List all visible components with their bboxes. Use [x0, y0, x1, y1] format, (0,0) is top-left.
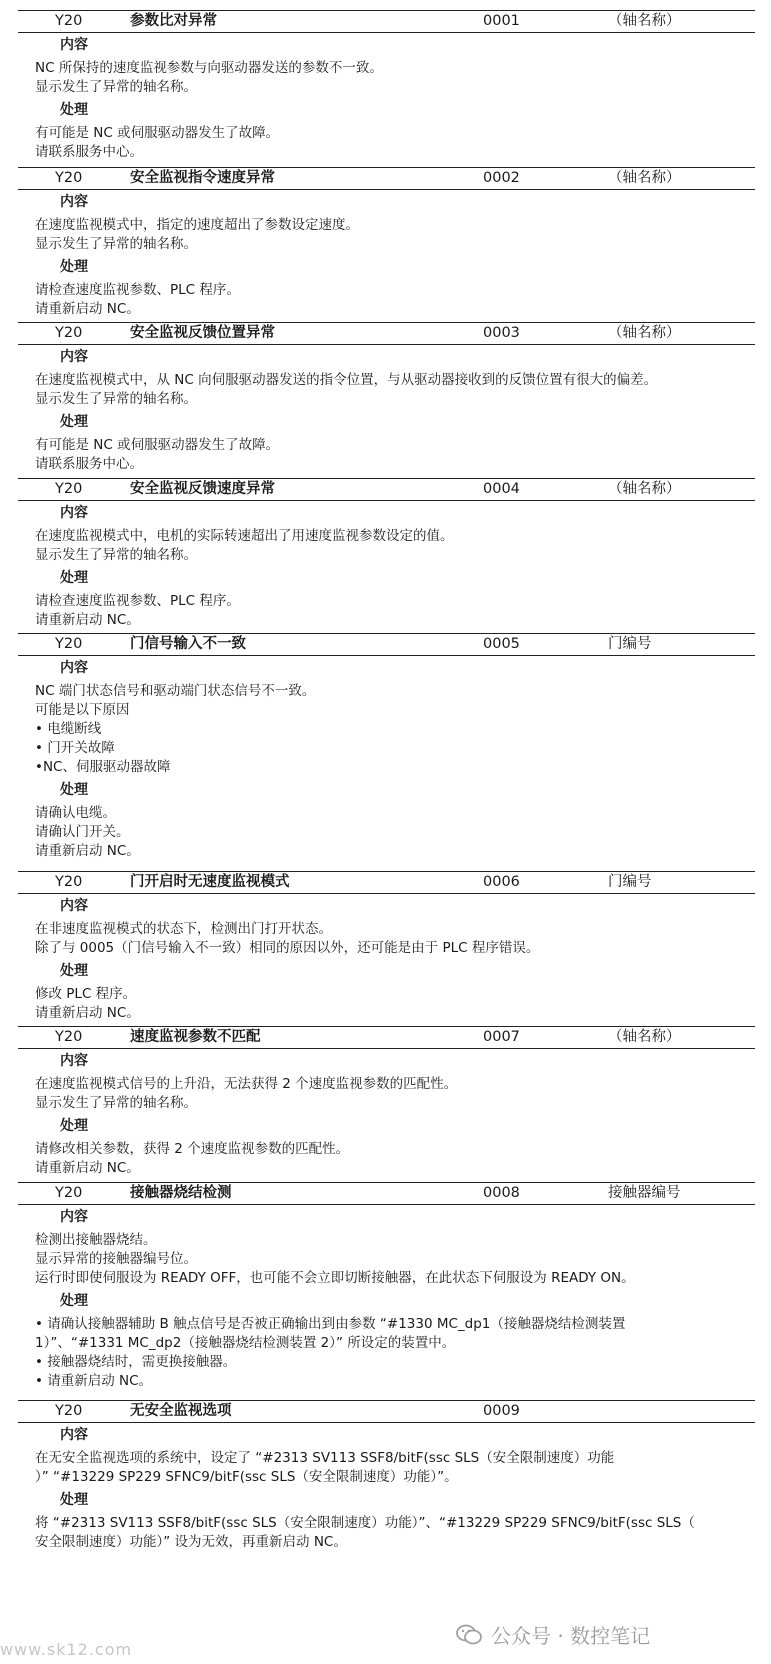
alarm-title: 安全监视反馈速度异常: [130, 481, 275, 497]
alarm-type: Y20: [55, 325, 83, 341]
wechat-icon: [455, 1623, 483, 1647]
alarm-type: Y20: [55, 1029, 83, 1045]
alarm-type: Y20: [55, 1185, 83, 1201]
content-line: ）” “#13229 SP229 SFNC9/bitF(ssc SLS（安全限制速度）功能）”。: [35, 1469, 458, 1485]
alarm-code: 0007: [483, 1029, 520, 1045]
alarm-header: [18, 478, 755, 501]
action-label: 处理: [60, 1118, 88, 1134]
action-label: 处理: [60, 1492, 88, 1508]
wechat-brand: [455, 1620, 650, 1649]
content-line: 显示发生了异常的轴名称。: [35, 236, 197, 252]
action-line: 有可能是 NC 或伺服驱动器发生了故障。: [35, 437, 280, 453]
alarm-header: [18, 10, 755, 33]
action-line: 请重新启动 NC。: [35, 301, 140, 317]
content-label: 内容: [60, 194, 88, 210]
content-line: 显示发生了异常的轴名称。: [35, 391, 197, 407]
action-label: 处理: [60, 782, 88, 798]
site-watermark: www.sk12.com: [0, 1640, 133, 1659]
action-line: 安全限制速度）功能）” 设为无效，再重新启动 NC。: [35, 1534, 347, 1550]
content-line: 在无安全监视选项的系统中，设定了 “#2313 SV113 SSF8/bitF(ssc SLS（安全限制速度）功能: [35, 1450, 615, 1466]
alarm-code: 0001: [483, 13, 520, 29]
alarm-type: Y20: [55, 874, 83, 890]
alarm-title: 速度监视参数不匹配: [130, 1029, 261, 1045]
content-line: 在速度监视模式中，指定的速度超出了参数设定速度。: [35, 217, 359, 233]
alarm-code: 0005: [483, 636, 520, 652]
alarm-header: [18, 167, 755, 190]
alarm-argument: 门编号: [608, 874, 652, 890]
action-label: 处理: [60, 963, 88, 979]
action-line: • 请确认接触器辅助 B 触点信号是否被正确输出到由参数 “#1330 MC_dp1（接触器烧结检测装置: [35, 1316, 626, 1332]
alarm-argument: 门编号: [608, 636, 652, 652]
alarm-code: 0003: [483, 325, 520, 341]
alarm-type: Y20: [55, 13, 83, 29]
content-line: 运行时即使伺服设为 READY OFF，也可能不会立即切断接触器，在此状态下伺服设为 READY ON。: [35, 1270, 635, 1286]
alarm-header: [18, 322, 755, 345]
action-line: 请联系服务中心。: [35, 456, 143, 472]
action-line: 1）”、“#1331 MC_dp2（接触器烧结检测装置 2）” 所设定的装置中。: [35, 1335, 456, 1351]
alarm-title: 门开启时无速度监视模式: [130, 874, 290, 890]
action-label: 处理: [60, 102, 88, 118]
alarm-argument: （轴名称）: [608, 170, 681, 186]
alarm-header: [18, 1026, 755, 1049]
action-label: 处理: [60, 1293, 88, 1309]
content-label: 内容: [60, 505, 88, 521]
content-line: 在非速度监视模式的状态下，检测出门打开状态。: [35, 921, 332, 937]
content-line: 在速度监视模式中，电机的实际转速超出了用速度监视参数设定的值。: [35, 528, 454, 544]
alarm-code: 0002: [483, 170, 520, 186]
content-line: •NC、伺服驱动器故障: [35, 759, 171, 775]
content-label: 内容: [60, 349, 88, 365]
content-line: 除了与 0005（门信号输入不一致）相同的原因以外，还可能是由于 PLC 程序错误。: [35, 940, 540, 956]
alarm-title: 安全监视反馈位置异常: [130, 325, 275, 341]
alarm-code: 0004: [483, 481, 520, 497]
action-line: 请确认门开关。: [35, 824, 130, 840]
content-line: 在速度监视模式信号的上升沿，无法获得 2 个速度监视参数的匹配性。: [35, 1076, 458, 1092]
content-line: 显示发生了异常的轴名称。: [35, 1095, 197, 1111]
content-line: NC 所保持的速度监视参数与向驱动器发送的参数不一致。: [35, 60, 383, 76]
brand-text: 公众号 · 数控笔记: [491, 1624, 651, 1648]
action-line: • 接触器烧结时，需更换接触器。: [35, 1354, 237, 1370]
alarm-argument: （轴名称）: [608, 1029, 681, 1045]
alarm-argument: （轴名称）: [608, 325, 681, 341]
content-line: 显示发生了异常的轴名称。: [35, 79, 197, 95]
alarm-code: 0009: [483, 1403, 520, 1419]
alarm-type: Y20: [55, 481, 83, 497]
content-line: 显示异常的接触器编号位。: [35, 1251, 197, 1267]
action-line: 请重新启动 NC。: [35, 843, 140, 859]
alarm-header: [18, 1400, 755, 1423]
alarm-argument: 接触器编号: [608, 1185, 681, 1201]
action-line: 请重新启动 NC。: [35, 1005, 140, 1021]
content-line: 检测出接触器烧结。: [35, 1232, 157, 1248]
action-label: 处理: [60, 259, 88, 275]
action-line: 请联系服务中心。: [35, 144, 143, 160]
content-line: • 电缆断线: [35, 721, 102, 737]
content-line: 可能是以下原因: [35, 702, 130, 718]
action-line: 请检查速度监视参数、PLC 程序。: [35, 282, 240, 298]
alarm-code: 0008: [483, 1185, 520, 1201]
content-line: NC 端门状态信号和驱动端门状态信号不一致。: [35, 683, 316, 699]
action-line: • 请重新启动 NC。: [35, 1373, 153, 1389]
content-line: 显示发生了异常的轴名称。: [35, 547, 197, 563]
action-line: 请确认电缆。: [35, 805, 116, 821]
content-label: 内容: [60, 37, 88, 53]
alarm-type: Y20: [55, 1403, 83, 1419]
action-line: 请修改相关参数，获得 2 个速度监视参数的匹配性。: [35, 1141, 350, 1157]
alarm-title: 门信号输入不一致: [130, 636, 246, 652]
action-line: 将 “#2313 SV113 SSF8/bitF(ssc SLS（安全限制速度）功能）”、“#13229 SP229 SFNC9/bitF(ssc SLS（: [35, 1515, 695, 1531]
action-label: 处理: [60, 414, 88, 430]
content-line: 在速度监视模式中，从 NC 向伺服驱动器发送的指令位置，与从驱动器接收到的反馈位置有很大的偏差。: [35, 372, 658, 388]
content-label: 内容: [60, 1053, 88, 1069]
alarm-header: [18, 633, 755, 656]
content-label: 内容: [60, 1427, 88, 1443]
alarm-argument: （轴名称）: [608, 481, 681, 497]
content-label: 内容: [60, 660, 88, 676]
alarm-header: [18, 871, 755, 894]
action-line: 请检查速度监视参数、PLC 程序。: [35, 593, 240, 609]
action-line: 有可能是 NC 或伺服驱动器发生了故障。: [35, 125, 280, 141]
alarm-header: [18, 1182, 755, 1205]
alarm-type: Y20: [55, 170, 83, 186]
action-label: 处理: [60, 570, 88, 586]
content-label: 内容: [60, 1209, 88, 1225]
action-line: 请重新启动 NC。: [35, 1160, 140, 1176]
content-line: • 门开关故障: [35, 740, 115, 756]
action-line: 修改 PLC 程序。: [35, 986, 137, 1002]
alarm-argument: （轴名称）: [608, 13, 681, 29]
alarm-type: Y20: [55, 636, 83, 652]
content-label: 内容: [60, 898, 88, 914]
alarm-code: 0006: [483, 874, 520, 890]
alarm-title: 安全监视指令速度异常: [130, 170, 275, 186]
alarm-title: 无安全监视选项: [130, 1403, 232, 1419]
alarm-title: 参数比对异常: [130, 13, 217, 29]
action-line: 请重新启动 NC。: [35, 612, 140, 628]
alarm-title: 接触器烧结检测: [130, 1185, 232, 1201]
